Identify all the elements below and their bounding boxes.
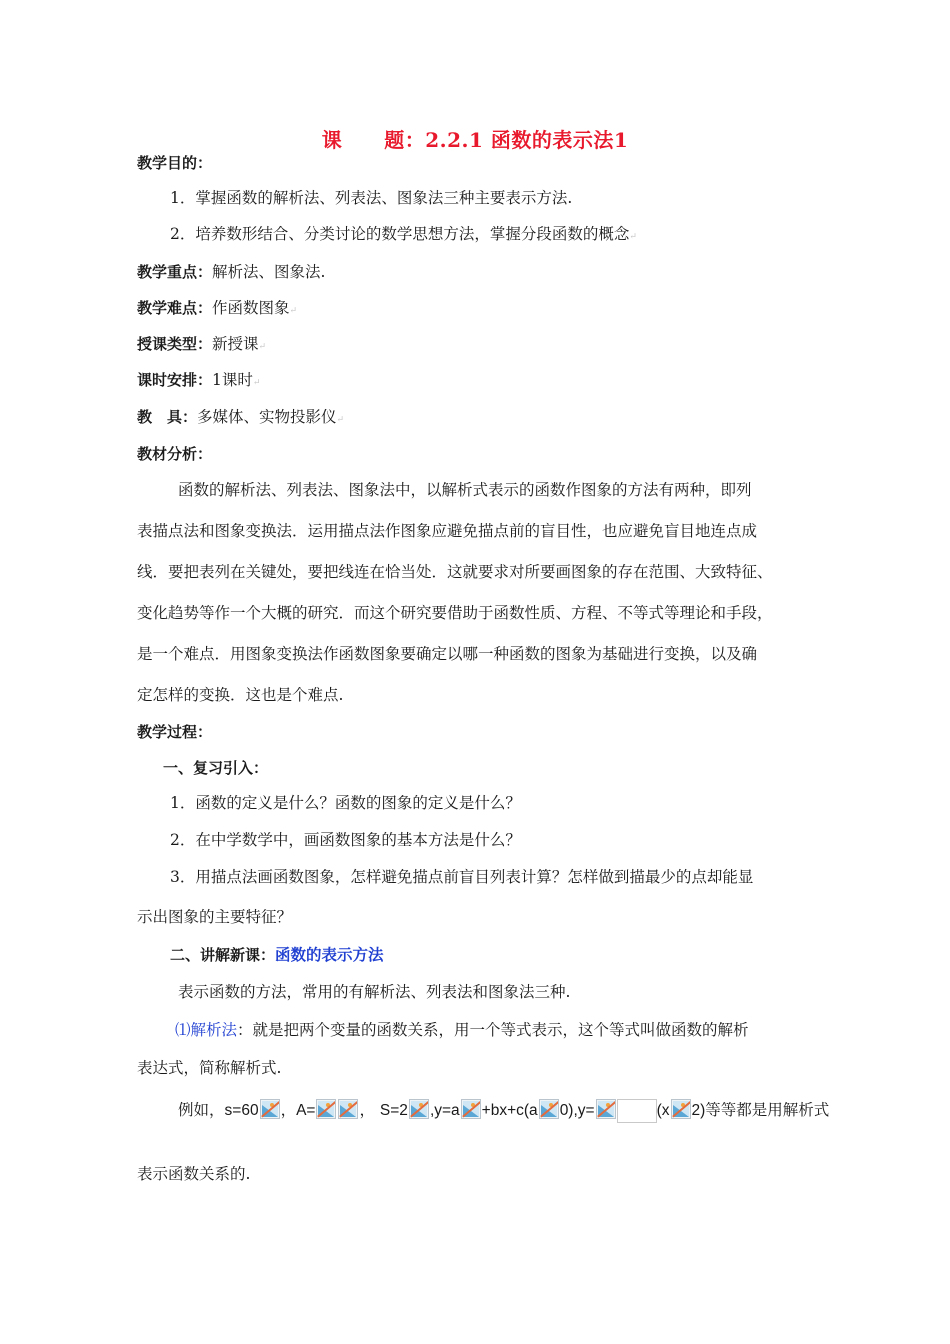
analysis-line-2: 表描点法和图象变换法．运用描点法作图象应避免描点前的盲目性，也应避免盲目地连点成: [137, 522, 758, 540]
formula-s: s=60: [224, 1102, 259, 1119]
key-points-row: [137, 262, 325, 282]
broken-image-icon: [260, 1099, 280, 1119]
objective-item-1: 1．掌握函数的解析法、列表法、图象法三种主要表示方法.: [170, 189, 573, 207]
difficulty-value: 作函数图象: [212, 299, 290, 317]
broken-image-icon: [409, 1099, 429, 1119]
analysis-line-1: 函数的解析法、列表法、图象法中，以解析式表示的函数作图象的方法有两种，即列: [178, 481, 752, 499]
formula-bx: +bx+c(a: [481, 1102, 538, 1119]
analysis-heading: 教材分析：: [137, 445, 213, 463]
analysis-line-6: 定怎样的变换．这也是个难点.: [137, 686, 344, 704]
objectives-heading: 教学目的：: [137, 154, 213, 172]
formula-2: 2): [691, 1102, 706, 1119]
review-item-3-cont: 示出图象的主要特征？: [137, 908, 293, 926]
analytic-method-label: ⑴解析法: [175, 1021, 238, 1039]
schedule-value: 1课时: [212, 371, 253, 389]
objective-item-2: 2．培养数形结合、分类讨论的数学思想方法，掌握分段函数的概念↵: [170, 225, 637, 243]
lesson-type-label: 授课类型：: [137, 335, 213, 353]
lesson-title: [0, 124, 950, 153]
analytic-method-text: ：就是把两个变量的函数关系，用一个等式表示，这个等式叫做函数的解析: [237, 1021, 749, 1039]
formula-y1: ,y=a: [429, 1102, 460, 1119]
key-points-value: 解析法、图象法.: [212, 263, 326, 281]
example-sep-1: ，: [280, 1101, 297, 1119]
formula-S: S=2: [379, 1102, 408, 1119]
review-heading: 一、复习引入：: [163, 759, 269, 777]
broken-image-icon: [316, 1099, 336, 1119]
broken-image-icon: [338, 1099, 358, 1119]
process-heading: 教学过程：: [137, 723, 213, 741]
example-suffix: 等等都是用解析式: [705, 1101, 830, 1119]
formula-a: A=: [296, 1102, 316, 1119]
example-prefix: 例如，: [178, 1101, 225, 1119]
schedule-row: 课时安排：1课时↵: [137, 371, 261, 389]
broken-image-icon: [671, 1099, 691, 1119]
analysis-line-4: 变化趋势等作一个大概的研究．而这个研究要借助于函数性质、方程、不等式等理论和手段，: [137, 604, 773, 622]
new-lesson-heading: 二、讲解新课：: [170, 946, 276, 964]
new-lesson-topic: 函数的表示方法: [275, 946, 384, 964]
review-item-2: 2．在中学数学中，画函数图象的基本方法是什么？: [170, 831, 521, 849]
schedule-label: 课时安排：: [137, 371, 213, 389]
broken-image-icon: [461, 1099, 481, 1119]
difficulty-row: 教学难点：作函数图象↵: [137, 299, 298, 317]
title-text: 题：2.2.1 函数的表示法1: [384, 128, 629, 152]
lesson-type-row: 授课类型：新授课↵: [137, 335, 267, 353]
analytic-method-row: [175, 1020, 749, 1040]
tools-value: 多媒体、实物投影仪: [197, 408, 337, 426]
tools-label: 教 具：: [137, 408, 198, 426]
formula-x: (x: [656, 1102, 670, 1119]
analysis-line-5: 是一个难点．用图象变换法作函数图象要确定以哪一种函数的图象为基础进行变换，以及确: [137, 645, 758, 663]
new-lesson-row: [170, 945, 384, 965]
broken-image-icon: [539, 1099, 559, 1119]
review-item-1: 1．函数的定义是什么？函数的图象的定义是什么？: [170, 794, 521, 812]
example-cont: 表示函数关系的.: [137, 1165, 251, 1183]
difficulty-label: 教学难点：: [137, 299, 213, 317]
intro-line: 表示函数的方法，常用的有解析法、列表法和图象法三种.: [178, 983, 571, 1001]
example-formulas: [178, 1098, 829, 1123]
lesson-type-value: 新授课: [212, 335, 259, 353]
analytic-method-cont: 表达式，简称解析式.: [137, 1059, 282, 1077]
formula-y2: 0),y=: [559, 1102, 595, 1119]
broken-image-icon: [596, 1099, 616, 1119]
formula-placeholder-box: [617, 1099, 657, 1123]
analysis-line-3: 线．要把表列在关键处，要把线连在恰当处．这就要求对所要画图象的存在范围、大致特征、: [137, 563, 773, 581]
review-item-3: 3．用描点法画函数图象，怎样避免描点前盲目列表计算？怎样做到描最少的点却能显: [170, 868, 754, 886]
key-points-label: 教学重点：: [137, 263, 213, 281]
tools-row: 教 具：多媒体、实物投影仪↵: [137, 408, 345, 426]
title-prefix: 课: [321, 128, 343, 152]
example-sep-2: ，: [359, 1101, 375, 1119]
